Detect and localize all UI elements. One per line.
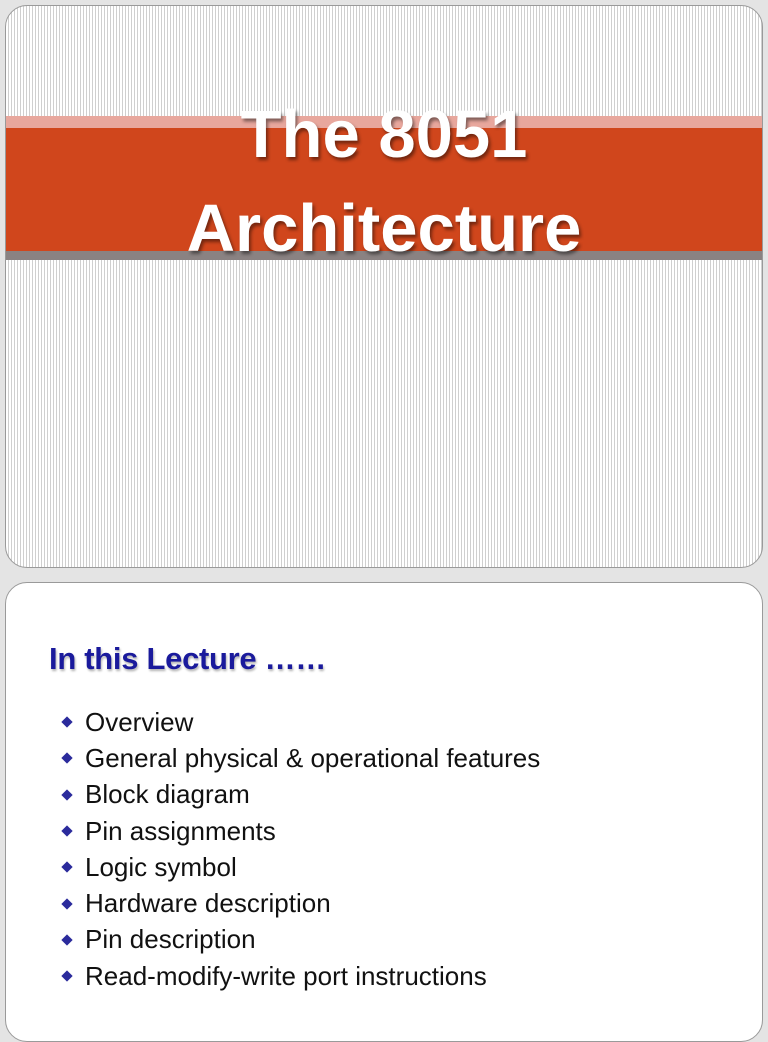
diamond-bullet-icon	[61, 716, 72, 727]
slide-title	[6, 88, 762, 276]
list-item-text: Pin assignments	[85, 815, 276, 846]
diamond-bullet-icon	[61, 825, 72, 836]
diamond-bullet-icon	[61, 862, 72, 873]
diamond-bullet-icon	[61, 934, 72, 945]
list-item-text: Logic symbol	[85, 851, 237, 882]
outline-slide	[5, 582, 763, 1042]
list-item	[60, 813, 540, 849]
list-item	[60, 885, 540, 921]
diamond-bullet-icon	[61, 753, 72, 764]
diamond-bullet-icon	[61, 898, 72, 909]
diamond-bullet-icon	[61, 789, 72, 800]
list-item	[60, 740, 540, 776]
outline-list	[60, 704, 540, 994]
slide-title-line-2: Architecture	[186, 191, 582, 266]
list-item-text: Pin description	[85, 924, 256, 955]
list-item	[60, 958, 540, 994]
list-item-text: Block diagram	[85, 779, 250, 810]
slide-title-line-1: The 8051	[240, 97, 528, 172]
list-item	[60, 704, 540, 740]
list-item-text: Hardware description	[85, 888, 331, 919]
list-item-text: Overview	[85, 706, 194, 737]
list-item	[60, 849, 540, 885]
list-item-text: Read-modify-write port instructions	[85, 960, 487, 991]
list-item-text: General physical & operational features	[85, 742, 541, 773]
list-item	[60, 777, 540, 813]
outline-heading: In this Lecture ……	[49, 641, 327, 676]
title-slide	[5, 5, 763, 568]
diamond-bullet-icon	[61, 971, 72, 982]
list-item	[60, 922, 540, 958]
